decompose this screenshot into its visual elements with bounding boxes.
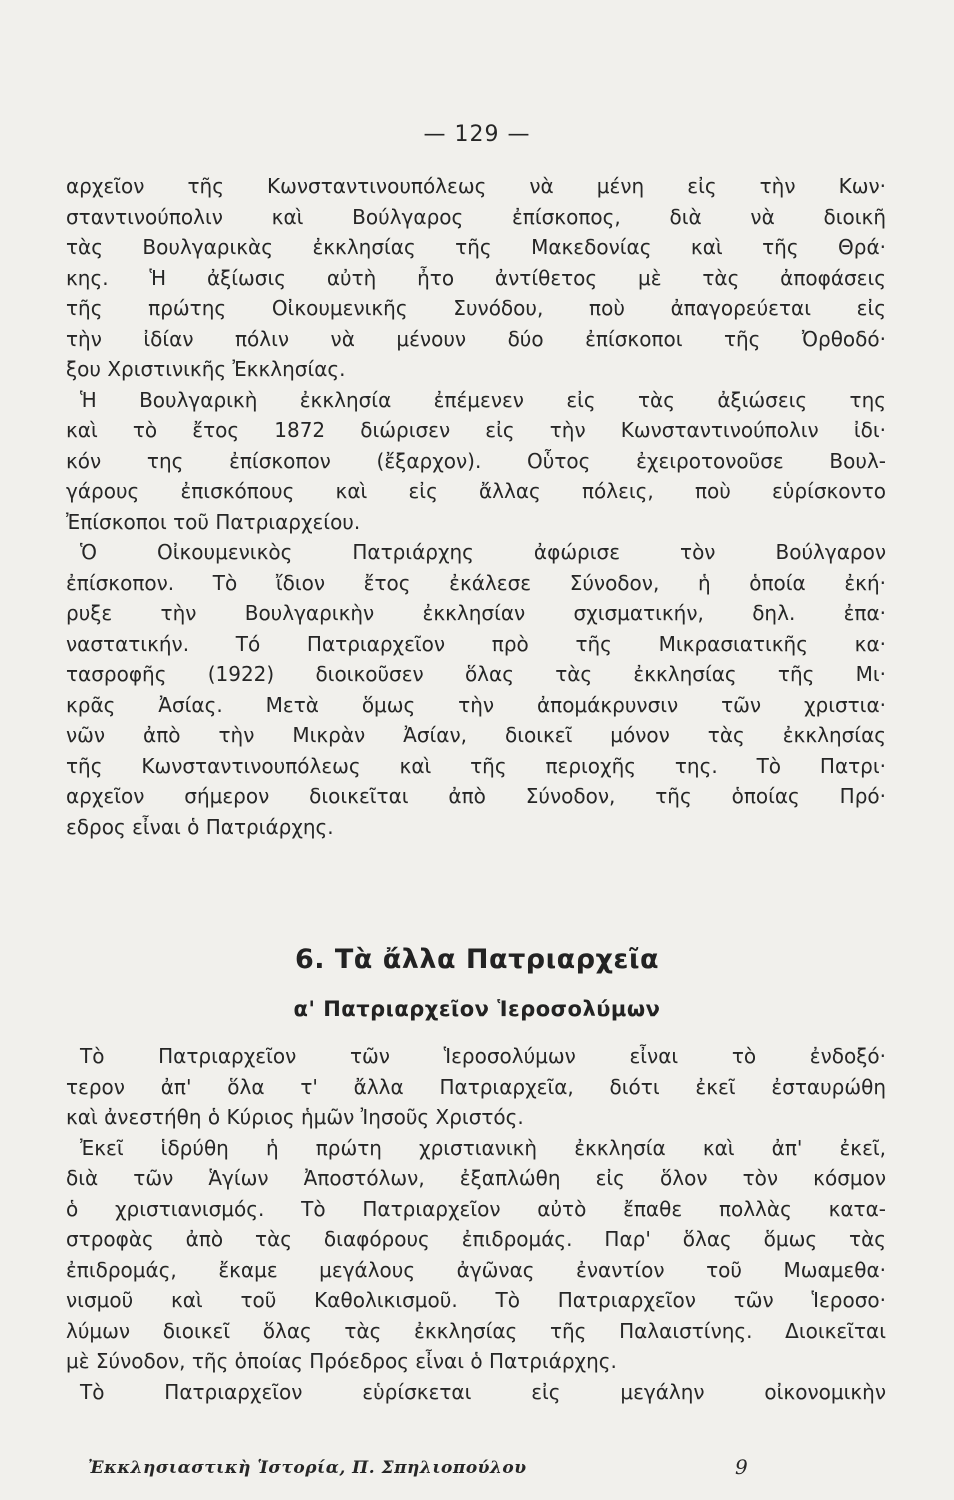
text-line: στροφὰς ἀπὸ τὰς διαφόρους ἐπιδρομάς. Παρ' ὅλας ὅμως τὰς	[66, 1227, 886, 1251]
text-line: σταντινούπολιν καὶ Βούλγαρος ἐπίσκοπος, διὰ νὰ διοικῆ	[66, 204, 886, 229]
text-line: τῆς πρώτης Οἰκουμενικῆς Συνόδου, ποὺ ἀπαγορεύεται εἰς	[66, 296, 886, 320]
text-line: τῆς Κωνσταντινουπόλεως καὶ τῆς περιοχῆς της. Τὸ Πατρι·	[66, 753, 886, 778]
text-line: ἐπίσκοπον. Τὸ ἴδιον ἔτος ἐκάλεσε Σύνοδον, ἡ ὁποία ἐκή·	[66, 570, 886, 595]
text-line: ξου Χριστινικῆς Ἐκκλησίας.	[66, 357, 346, 381]
text-line: γάρους ἐπισκόπους καὶ εἰς ἄλλας πόλεις, ποὺ εὑρίσκοντο	[66, 479, 886, 503]
text-line: νισμοῦ καὶ τοῦ Καθολικισμοῦ. Τὸ Πατριαρχεῖον τῶν Ἱεροσο·	[66, 1288, 886, 1312]
text-line: Τὸ Πατριαρχεῖον εὑρίσκεται εἰς μεγάλην οἰκονομικὴν	[80, 1379, 886, 1404]
text-line: ὁ χριστιανισμός. Τὸ Πατριαρχεῖον αὐτὸ ἔπαθε πολλὰς κατα-	[66, 1196, 886, 1221]
text-line: τερον ἀπ' ὅλα τ' ἄλλα Πατριαρχεῖα, διότι ἐκεῖ ἐσταυρώθη	[66, 1074, 886, 1099]
body-text-block-2	[66, 1041, 886, 1407]
text-line: Ἐπίσκοποι τοῦ Πατριαρχείου.	[66, 509, 361, 534]
text-line: καὶ ἀνεστήθη ὁ Κύριος ἡμῶν Ἰησοῦς Χριστός.	[66, 1105, 524, 1129]
text-line: αρχεῖον σήμερον διοικεῖται ἀπὸ Σύνοδον, τῆς ὁποίας Πρό·	[66, 784, 886, 808]
text-line: ἐπιδρομάς, ἔκαμε μεγάλους ἀγῶνας ἐναντίον τοῦ Μωαμεθα·	[66, 1257, 886, 1282]
text-line: ρυξε τὴν Βουλγαρικὴν ἐκκλησίαν σχισματικήν, δηλ. ἐπα·	[66, 601, 886, 625]
text-line: διὰ τῶν Ἁγίων Ἀποστόλων, ἐξαπλώθη εἰς ὅλον τὸν κόσμον	[66, 1166, 886, 1190]
text-line: Τὸ Πατριαρχεῖον τῶν Ἱεροσολύμων εἶναι τὸ ἐνδοξό·	[80, 1044, 886, 1068]
text-line: εδρος εἶναι ὁ Πατριάρχης.	[66, 814, 334, 839]
text-line: Ὁ Οἰκουμενικὸς Πατριάρχης ἀφώρισε τὸν Βούλγαρον	[80, 540, 886, 564]
text-line: τὰς Βουλγαρικὰς ἐκκλησίας τῆς Μακεδονίας καὶ τῆς Θρά·	[66, 235, 886, 259]
page-number: — 129 —	[423, 122, 531, 147]
footer-signature-mark: 9	[735, 1455, 748, 1479]
section-title: 6. Τὰ ἄλλα Πατριαρχεῖα	[294, 944, 660, 975]
subsection-title: α' Πατριαρχεῖον Ἱεροσολύμων	[293, 997, 661, 1021]
text-line: Ἐκεῖ ἱδρύθη ἡ πρώτη χριστιανικὴ ἐκκλησία καὶ ἀπ' ἐκεῖ,	[80, 1135, 886, 1160]
text-line: Ἡ Βουλγαρικὴ ἐκκλησία ἐπέμενεν εἰς τὰς ἀξιώσεις της	[80, 387, 886, 412]
text-line: τασροφῆς (1922) διοικοῦσεν ὅλας τὰς ἐκκλησίας τῆς Μι·	[66, 662, 886, 686]
text-line: λύμων διοικεῖ ὅλας τὰς ἐκκλησίας τῆς Παλαιστίνης. Διοικεῖται	[66, 1318, 886, 1343]
text-line: κόν της ἐπίσκοπον (ἔξαρχον). Οὗτος ἐχειροτονοῦσε Βουλ-	[66, 448, 886, 473]
text-line: νῶν ἀπὸ τὴν Μικρὰν Ἀσίαν, διοικεῖ μόνον τὰς ἐκκλησίας	[66, 723, 886, 747]
text-line: τὴν ἰδίαν πόλιν νὰ μένουν δύο ἐπίσκοποι τῆς Ὀρθοδό·	[66, 326, 886, 351]
text-line: αρχεῖον τῆς Κωνσταντινουπόλεως νὰ μένη εἰς τὴν Κων·	[66, 174, 886, 198]
text-line: ναστατικήν. Τό Πατριαρχεῖον πρὸ τῆς Μικρασιατικῆς κα·	[66, 631, 886, 656]
footer-book-title: Ἐκκλησιαστικὴ Ἱστορία, Π. Σπηλιοπούλου	[88, 1458, 527, 1478]
text-line: κης. Ἡ ἀξίωσις αὐτὴ ἦτο ἀντίθετος μὲ τὰς ἀποφάσεις	[66, 265, 886, 290]
body-text-block-1	[66, 171, 886, 842]
text-line: καὶ τὸ ἔτος 1872 διώρισεν εἰς τὴν Κωνσταντινούπολιν ἰδι·	[66, 418, 886, 442]
text-line: κρᾶς Ἀσίας. Μετὰ ὅμως τὴν ἀπομάκρυνσιν τῶν χριστια·	[66, 692, 886, 717]
text-line: μὲ Σύνοδον, τῆς ὁποίας Πρόεδρος εἶναι ὁ Πατριάρχης.	[66, 1349, 617, 1373]
